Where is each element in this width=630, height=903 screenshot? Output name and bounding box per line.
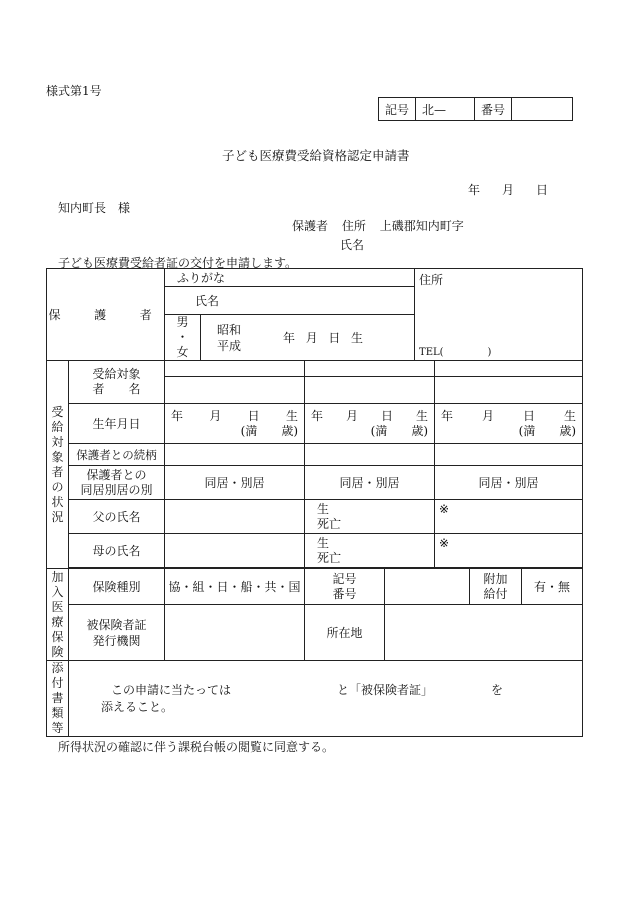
bango-value[interactable] (512, 98, 573, 121)
dob-s: 生 (564, 408, 577, 423)
dob-s: 生 (286, 408, 299, 423)
applicant-address-value[interactable]: 上磯郡知内町字 (379, 219, 464, 233)
recipient-1-cohab[interactable]: 同居・別居 (165, 466, 305, 500)
father-name-value[interactable] (165, 500, 305, 534)
dob-m: 月 (346, 408, 359, 423)
attach-text-a: この申請に当たっては (111, 682, 232, 697)
bango-label: 番号 (475, 98, 512, 121)
insurance-section-char: 加 (51, 569, 64, 584)
insurance-fuka-value[interactable]: 有・無 (522, 569, 583, 605)
recipient-3-cohab[interactable]: 同居・別居 (435, 466, 583, 500)
mother-name-value[interactable] (165, 534, 305, 568)
recipient-2-dob[interactable] (305, 404, 435, 444)
attachments-section-char: 付 (51, 676, 64, 690)
tel-close: ) (487, 347, 492, 358)
guardian-sex[interactable] (165, 315, 201, 361)
date-month: 月 (501, 183, 514, 197)
guardian-section-label: 保 護 者 (47, 269, 165, 361)
dob-age: (満 歳) (370, 423, 429, 438)
mother-note[interactable]: ※ (435, 534, 583, 568)
attachments-section-label (47, 661, 69, 737)
mother-dead: 死亡 (317, 550, 342, 565)
recipient-3-relation[interactable] (435, 444, 583, 466)
attachments-section-char: 等 (51, 721, 64, 735)
insurance-issuer-value[interactable] (165, 605, 305, 661)
dob-s: 生 (416, 408, 429, 423)
dob-fields (305, 409, 434, 439)
father-alive: 生 (317, 501, 330, 516)
recipient-3-name[interactable] (435, 377, 583, 404)
applicant-address-label: 住所 (341, 219, 366, 233)
attach-text-c: を (491, 682, 504, 697)
recipient-section-char: 給 (51, 419, 64, 434)
insurance-location-label: 所在地 (305, 605, 385, 661)
recipient-section-char: 況 (51, 509, 64, 524)
applicant-block (292, 217, 464, 234)
insurance-issuer-label: 被保険者証 発行機関 (69, 605, 165, 661)
recipient-3-furigana[interactable] (435, 361, 583, 377)
mother-name-label: 母の氏名 (69, 534, 165, 568)
intro-text: 子ども医療費受給者証の交付を申請します。 (58, 256, 298, 270)
recipient-1-furigana[interactable] (165, 361, 305, 377)
era-showa: 昭和 (217, 322, 242, 337)
dob-y: 年 (311, 408, 324, 423)
recipient-1-relation[interactable] (165, 444, 305, 466)
attach-text-d: 添えること。 (101, 699, 174, 714)
page-title: 子ども医療費受給資格認定申請書 (222, 148, 410, 163)
dob-fields (165, 409, 304, 439)
recipient-dob-label: 生年月日 (69, 404, 165, 444)
father-dead: 死亡 (317, 516, 342, 531)
date-year: 年 (468, 183, 481, 197)
mother-alive: 生 (317, 535, 330, 550)
code-number-box (378, 97, 573, 121)
guardian-dob[interactable] (201, 315, 415, 361)
g-dob-month: 月 (305, 331, 318, 345)
sex-male: 男 (176, 315, 189, 329)
dob-age: (満 歳) (240, 423, 299, 438)
applicant-name-label[interactable]: 氏名 (340, 238, 365, 252)
mother-alive-dead[interactable] (305, 534, 435, 568)
insurance-type-label: 保険種別 (69, 569, 165, 605)
recipient-name-label: 受給対象 者 名 (69, 361, 165, 404)
attach-text-b: と「被保険者証」 (337, 682, 434, 697)
father-name-label: 父の氏名 (69, 500, 165, 534)
dob-m: 月 (209, 408, 222, 423)
insurance-section-label (47, 569, 69, 661)
date-day: 日 (535, 183, 548, 197)
recipient-3-dob[interactable] (435, 404, 583, 444)
consent-text: 所得状況の確認に伴う課税台帳の閲覧に同意する。 (58, 740, 335, 754)
insurance-section-char: 保 (51, 629, 64, 644)
dob-d: 日 (247, 408, 260, 423)
relation-label: 保護者との続柄 (69, 444, 165, 466)
g-dob-born: 生 (351, 331, 364, 345)
era-heisei: 平成 (217, 338, 242, 353)
dob-fields (435, 409, 582, 439)
kigo-value[interactable]: 北— (416, 98, 475, 121)
recipient-2-relation[interactable] (305, 444, 435, 466)
cohabitation-label: 保護者との 同居別居の別 (69, 466, 165, 500)
dob-d: 日 (523, 408, 536, 423)
guardian-name[interactable]: 氏名 (165, 287, 415, 315)
sex-dot: ・ (176, 330, 189, 344)
sex-female: 女 (176, 345, 189, 359)
recipient-2-furigana[interactable] (305, 361, 435, 377)
guardian-furigana[interactable]: ふりがな (165, 269, 415, 287)
attachments-text (69, 661, 583, 737)
recipient-2-name[interactable] (305, 377, 435, 404)
recipient-1-dob[interactable] (165, 404, 305, 444)
form-number: 様式第1号 (46, 84, 102, 98)
insurance-fuka-label: 附加 給付 (470, 569, 522, 605)
dob-d: 日 (381, 408, 394, 423)
recipient-section-char: 受 (51, 404, 64, 419)
insurance-section-char: 医 (51, 599, 64, 614)
recipient-section-label (47, 361, 69, 569)
attachments-section-char: 書 (51, 691, 64, 705)
dob-m: 月 (482, 408, 495, 423)
applicant-role: 保護者 (292, 219, 329, 233)
insurance-kigo-label: 記号 番号 (305, 569, 385, 605)
guardian-address[interactable] (415, 269, 583, 361)
application-table (46, 268, 583, 737)
date-line[interactable] (468, 181, 548, 198)
insurance-section-char: 療 (51, 614, 64, 629)
recipient-2-cohab[interactable]: 同居・別居 (305, 466, 435, 500)
g-dob-year: 年 (283, 331, 296, 345)
father-note[interactable]: ※ (435, 500, 583, 534)
recipient-section-char: の (51, 479, 64, 494)
recipient-section-char: 者 (51, 464, 64, 479)
insurance-section-char: 入 (51, 584, 64, 599)
insurance-type-value[interactable]: 協・組・日・船・共・国 (165, 569, 305, 605)
dob-age: (満 歳) (518, 423, 577, 438)
insurance-kigo-value[interactable] (385, 569, 470, 605)
addressee: 知内町長 様 (58, 201, 131, 215)
attachments-section-char: 添 (51, 661, 64, 675)
recipient-section-char: 状 (51, 494, 64, 509)
father-alive-dead[interactable] (305, 500, 435, 534)
guardian-address-label: 住所 (419, 273, 444, 287)
dob-y: 年 (171, 408, 184, 423)
g-dob-day: 日 (328, 331, 341, 345)
insurance-section-char: 険 (51, 644, 64, 659)
dob-y: 年 (441, 408, 454, 423)
tel-label: TEL( (419, 347, 444, 358)
recipient-1-name[interactable] (165, 377, 305, 404)
attachments-section-char: 類 (51, 706, 64, 720)
insurance-location-value[interactable] (385, 605, 583, 661)
kigo-label: 記号 (379, 98, 416, 121)
recipient-section-char: 象 (51, 449, 64, 464)
recipient-section-char: 対 (51, 434, 64, 449)
